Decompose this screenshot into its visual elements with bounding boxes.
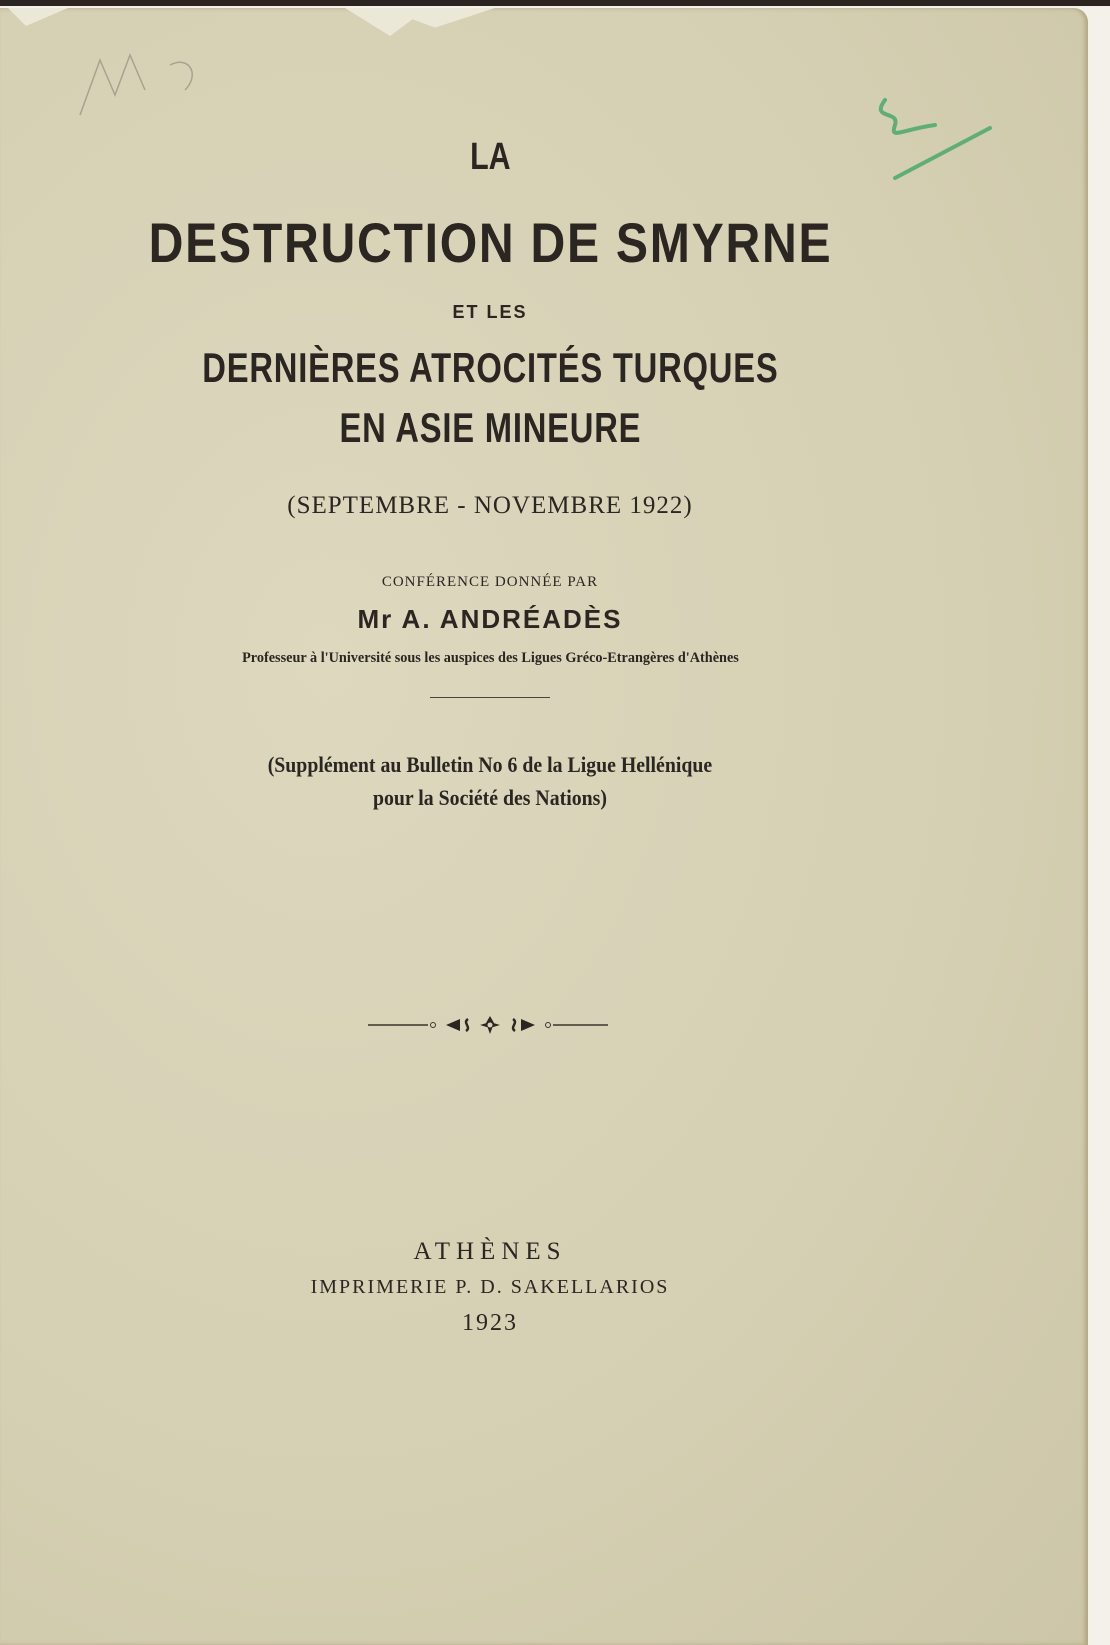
- torn-edge: [345, 8, 495, 36]
- pencil-scribble-icon: [60, 35, 260, 125]
- ornament-icon: [368, 1015, 613, 1035]
- author-name: A. ANDRÉADÈS: [401, 604, 623, 634]
- author: [0, 604, 980, 635]
- scan-top-edge: [0, 0, 1110, 6]
- publication-city: ATHÈNES: [413, 1238, 567, 1265]
- torn-corner: [8, 8, 68, 26]
- subtitle-line-2: EN ASIE MINEURE: [339, 404, 641, 451]
- supplement-line-2: pour la Société des Nations): [373, 785, 607, 810]
- author-prefix: Mr: [357, 604, 394, 634]
- title-conjunction: ET LES: [452, 302, 528, 322]
- date-range: (SEPTEMBRE - NOVEMBRE 1922): [287, 492, 693, 519]
- subtitle-line-1: DERNIÈRES ATROCITÉS TURQUES: [201, 344, 779, 391]
- printer: IMPRIMERIE P. D. SAKELLARIOS: [310, 1276, 670, 1298]
- title-article: LA: [469, 136, 511, 178]
- conference-label: CONFÉRENCE DONNÉE PAR: [381, 574, 599, 590]
- divider-rule: [430, 697, 550, 698]
- author-affiliation: Professeur à l'Université sous les auspices des Ligues Gréco-Etrangères d'Athènes: [241, 650, 739, 666]
- title-main: DESTRUCTION DE SMYRNE: [148, 211, 832, 274]
- supplement-line-1: (Supplément au Bulletin No 6 de la Ligue Hellénique: [267, 752, 713, 777]
- publication-year: 1923: [462, 1310, 518, 1336]
